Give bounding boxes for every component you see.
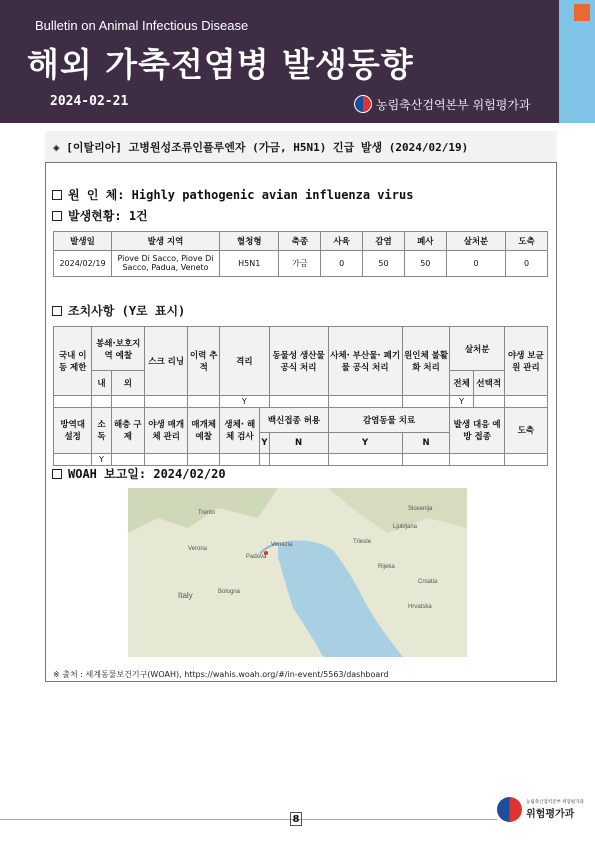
h-vax-y: Y — [260, 432, 269, 453]
bulletin-label: Bulletin on Animal Infectious Disease — [35, 18, 249, 33]
footer-logo — [497, 797, 584, 822]
outbreak-map[interactable] — [128, 488, 467, 657]
map-label: Venezia — [271, 542, 293, 548]
measures-text: 조치사항 (Y로 표시) — [68, 304, 186, 318]
h-post-mortem: 생체· 해체 검사 — [220, 407, 260, 453]
cell-serotype: H5N1 — [220, 250, 279, 276]
h-disinfection: 소독 — [92, 407, 111, 453]
mark-cell — [111, 395, 145, 407]
map-label: Hrvatska — [408, 604, 432, 610]
cell-infected: 50 — [363, 250, 405, 276]
page-number: 8 — [290, 812, 302, 826]
mark-cell — [473, 395, 504, 407]
map-label: Trento — [198, 510, 216, 516]
pathogen-line — [52, 186, 413, 203]
h-inside: 내 — [92, 371, 111, 396]
h-vector-vax: 매개체 예찰 — [188, 407, 220, 453]
mark-cell — [504, 395, 547, 407]
mark-cell — [269, 454, 328, 466]
h-official-product: 동물성 생산물 공식 처리 — [269, 327, 328, 396]
cell-raised: 0 — [321, 250, 363, 276]
col-serotype: 혈청형 — [220, 232, 279, 251]
cell-culled: 0 — [446, 250, 505, 276]
h-wild-mgmt: 야생 매개체 관리 — [145, 407, 188, 453]
accent-square — [574, 4, 590, 21]
h-outside: 외 — [111, 371, 145, 396]
checkbox-icon — [52, 306, 62, 316]
cell-slaughtered: 0 — [506, 250, 548, 276]
woah-text: WOAH 보고일: 2024/02/20 — [68, 467, 226, 481]
checkbox-icon — [52, 469, 62, 479]
h-vaccine: 백신접종 허용 — [260, 407, 328, 432]
section-title: ◈ [이탈리아] 고병원성조류인플루엔자 (가금, H5N1) 긴급 발생 (2024/02/19) — [45, 131, 557, 163]
outbreak-table — [53, 231, 548, 277]
h-prevention: 발생 대응 예방 접종 — [450, 407, 504, 453]
col-species: 축종 — [279, 232, 321, 251]
org-name: 농림축산검역본부 위험평가과 — [376, 97, 531, 112]
map-label: Ljubljana — [393, 524, 418, 530]
measures-header-2 — [54, 407, 548, 432]
checkbox-icon — [52, 211, 62, 221]
map-label: Trieste — [353, 539, 372, 545]
mark-cell — [220, 454, 260, 466]
col-dead: 폐사 — [404, 232, 446, 251]
mark-cell — [504, 454, 547, 466]
mark-cell — [450, 454, 504, 466]
h-wildlife: 야생 보균원 관리 — [504, 327, 547, 396]
h-screening: 스크 리닝 — [145, 327, 188, 396]
h-surveillance: 방역대 설정 — [54, 407, 92, 453]
h-inactivation: 원인체 불활화 처리 — [402, 327, 450, 396]
mark-cell — [260, 454, 269, 466]
col-infected: 감염 — [363, 232, 405, 251]
government-emblem-icon — [354, 95, 372, 113]
pathogen-text: 원 인 체: Highly pathogenic avian influenza virus — [68, 188, 414, 202]
mark-cell — [92, 395, 111, 407]
col-region: 발생 지역 — [112, 232, 220, 251]
measures-table — [53, 326, 548, 466]
mark-cell — [54, 395, 92, 407]
mark-cell — [145, 454, 188, 466]
h-vector: 해충 구제 — [111, 407, 145, 453]
org-label — [354, 94, 531, 114]
h-selective: 선택적 — [473, 371, 504, 396]
map-label: Slovenija — [408, 506, 433, 512]
table-header-row — [54, 232, 548, 251]
h-treat-y: Y — [328, 432, 402, 453]
mark-cell — [54, 454, 92, 466]
h-culling: 살처분 — [450, 327, 504, 371]
footer-rule — [0, 819, 497, 820]
measures-marks-2 — [54, 454, 548, 466]
mark-cell: Y — [450, 395, 473, 407]
measures-marks-1 — [54, 395, 548, 407]
footer-org — [526, 799, 584, 820]
h-vax-n: N — [269, 432, 328, 453]
mark-cell — [145, 395, 188, 407]
cell-region: Piove Di Sacco, Piove Di Sacco, Padua, Veneto — [112, 250, 220, 276]
source-note: ※ 출처 : 세계동물보건기구(WOAH), https://wahis.woah.org/#/in-event/5563/dashboard — [53, 670, 389, 679]
cell-species: 가금 — [279, 250, 321, 276]
status-text: 발생현황: 1건 — [68, 209, 148, 223]
government-emblem-icon — [497, 797, 522, 822]
footer-org-big: 위험평가과 — [526, 809, 575, 820]
woah-line — [52, 465, 226, 482]
mark-cell — [188, 395, 220, 407]
mark-cell — [111, 454, 145, 466]
mark-cell — [188, 454, 220, 466]
mark-cell: Y — [220, 395, 269, 407]
mark-cell: Y — [92, 454, 111, 466]
map-svg — [128, 488, 467, 657]
h-treat-n: N — [402, 432, 450, 453]
cell-dead: 50 — [404, 250, 446, 276]
h-domestic: 국내 이동 제한 — [54, 327, 92, 396]
h-quarantine: 격리 — [220, 327, 269, 396]
cell-date: 2024/02/19 — [54, 250, 112, 276]
h-trace: 이력 추적 — [188, 327, 220, 396]
map-label: Bologna — [218, 589, 241, 595]
map-label: Verona — [188, 546, 208, 552]
mark-cell — [328, 395, 402, 407]
footer-org-small: 농림축산검역본부 위험평가과 — [526, 800, 584, 805]
table-row — [54, 250, 548, 276]
col-raised: 사육 — [321, 232, 363, 251]
col-slaughtered: 도축 — [506, 232, 548, 251]
map-label: Croatia — [418, 579, 438, 585]
measures-header-1 — [54, 327, 548, 371]
col-culled: 살처분 — [446, 232, 505, 251]
map-label: Italy — [178, 591, 193, 600]
mark-cell — [328, 454, 402, 466]
issue-date: 2024-02-21 — [50, 94, 129, 109]
h-official-carcass: 사체· 부산물· 폐기물 공식 처리 — [328, 327, 402, 396]
checkbox-icon — [52, 190, 62, 200]
h-all: 전체 — [450, 371, 473, 396]
mark-cell — [402, 395, 450, 407]
map-label: Rijeka — [378, 564, 395, 570]
map-label: Padova — [246, 554, 267, 560]
mark-cell — [402, 454, 450, 466]
col-date: 발생일 — [54, 232, 112, 251]
h-treatment: 감염동물 치료 — [328, 407, 450, 432]
h-slaughter: 도축 — [504, 407, 547, 453]
measures-line — [52, 302, 185, 319]
h-zone: 봉쇄·보호지역 예찰 — [92, 327, 145, 371]
mark-cell — [269, 395, 328, 407]
page-title: 해외 가축전염병 발생동향 — [27, 45, 414, 84]
status-line — [52, 207, 148, 224]
